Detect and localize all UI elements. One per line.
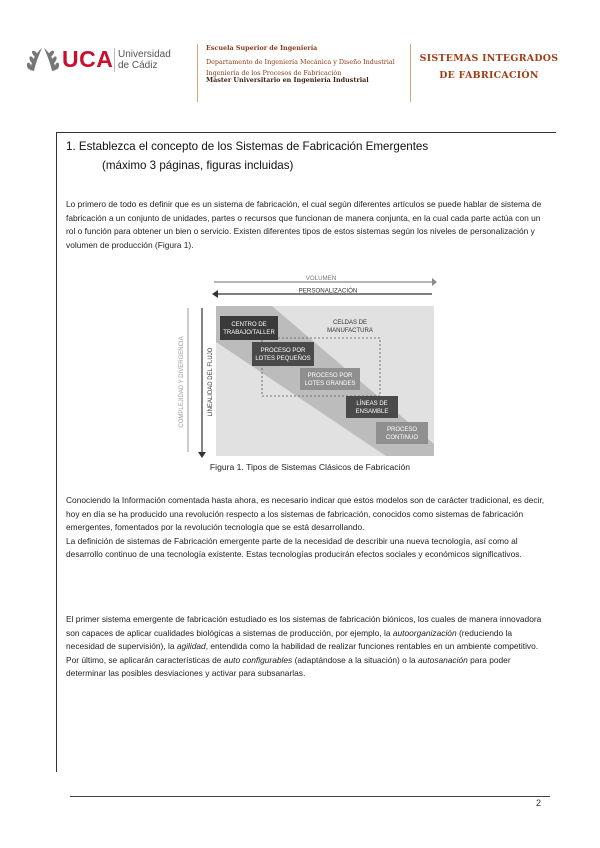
paragraph-text: Lo primero de todo es definir que es un sistema de fabricación, el cual según diferentes artículos se puede hablar de sistema de fabricación a un conjunto de unidades, partes o recursos que funcionan de manera conjunta, en la cual cada parte actúa con un rol o función para obtener un bien o servicio. Existen diferentes tipos de estos sistemas según los niveles de personalización y volumen de producción (Figura 1). <box>66 199 542 250</box>
paragraph-text: La definición de sistemas de Fabricación emergente parte de la necesidad de describir una nueva tecnología, así como al desarrollo continuo de una tecnología existente. Estas tecnologías producirán efectos sociales y económicos significativos. <box>66 535 522 560</box>
volume-label: VOLUMEN <box>305 275 337 282</box>
logo-university-line2: de Cádiz <box>118 60 158 71</box>
emphasis-term: autosanación <box>417 654 468 665</box>
text-run: El primer sistema emergente de fabricación estudiado es los sistemas de fabricación biónicos, los cuales de manera innovadora son capaces de aplicar cualidades biológicas a sistemas de producción, por ejemplo, la <box>66 614 542 638</box>
paragraph-intro <box>66 198 552 252</box>
emphasis-term: autoorganización <box>392 627 457 638</box>
header-subject-line2: DE FABRICACIÓN <box>439 70 539 81</box>
text-run: , entendida como la habilidad de realizar funciones rentables en un ambiente competitivo. Por último, se aplicarán características de <box>66 641 539 665</box>
page-left-rule <box>56 132 57 772</box>
linearity-arrowhead-icon <box>198 452 206 458</box>
figure-diagram <box>179 272 436 458</box>
text-run: para poder determinar las posibles desviaciones y activar para subsanarlas. <box>66 654 511 679</box>
box-work-center-line1: CENTRO DE <box>231 322 267 328</box>
header-graduate: Ingeniería de los Procesos de Fabricación <box>206 69 342 77</box>
logo-university-line1: Universidad <box>118 49 171 60</box>
box-large-lots-line1: PROCESO POR <box>307 373 353 379</box>
linearity-label: LINEALIDAD DEL FLUJO <box>208 347 214 417</box>
box-continuous-line2: CONTINUO <box>386 435 418 441</box>
box-small-lots <box>252 342 314 366</box>
text-run: (reduciendo la necesidad de supervisión), la <box>66 627 513 652</box>
footer-rule <box>70 796 550 797</box>
logo-separator <box>114 48 115 72</box>
personalization-arrowhead-icon <box>212 290 218 298</box>
header-department: Departamento de Ingeniería Mecánica y Diseño Industrial <box>206 58 395 66</box>
question-title: 1. Establezca el concepto de los Sistemas de Fabricación Emergentes <box>66 140 429 153</box>
question-subtitle: (máximo 3 páginas, figuras incluidas) <box>102 159 294 172</box>
box-small-lots-line2: LOTES PEQUEÑOS <box>255 356 311 362</box>
header-subject-line1: SISTEMAS INTEGRADOS <box>419 53 559 64</box>
header-master: Máster Universitario en Ingeniería Industrial <box>206 76 369 84</box>
box-assembly-line1: LÍNEAS DE <box>356 401 388 407</box>
box-continuous-line1: PROCESO <box>386 427 418 433</box>
volume-arrowhead-icon <box>432 278 437 286</box>
box-work-center-line2: TRABAJO/TALLER <box>223 330 275 336</box>
logo-university-name <box>118 49 171 71</box>
complexity-label: COMPLEJIDAD Y DIVERGENCIA <box>179 336 185 428</box>
page-top-rule <box>56 132 556 133</box>
personalization-label: PERSONALIZACIÓN <box>298 287 358 295</box>
figure-caption: Figura 1. Tipos de Sistemas Clásicos de Fabricación <box>209 462 411 472</box>
box-assembly-line2: ENSAMBLE <box>355 409 389 415</box>
paragraph-text <box>66 613 552 681</box>
header-divider <box>197 44 198 102</box>
emphasis-term: auto configurables <box>223 654 293 665</box>
figure-manufacturing-types <box>179 272 436 458</box>
paragraph-bionic <box>66 613 552 681</box>
laurel-emblem-icon <box>26 44 60 74</box>
header-school: Escuela Superior de Ingeniería <box>206 44 318 52</box>
logo-uca-text: UCA <box>62 46 114 72</box>
label-cells-line2: MANUFACTURA <box>327 328 373 334</box>
paragraph-emergent <box>66 494 552 562</box>
box-large-lots-line2: LOTES GRANDES <box>304 381 356 387</box>
label-cells-line1: CELDAS DE <box>332 320 368 326</box>
text-run: (adaptándose a la situación) o la <box>292 654 418 665</box>
header-subject-title <box>414 50 564 84</box>
header-divider <box>410 44 411 102</box>
page-number: 2 <box>536 798 542 808</box>
emphasis-term: agilidad <box>176 641 206 652</box>
box-small-lots-line1: PROCESO POR <box>260 348 306 354</box>
box-work-center <box>220 316 278 340</box>
paragraph-text: Conociendo la Información comentada hasta ahora, es necesario indicar que estos modelos son de carácter tradicional, es decir, hoy en día se ha producido una revolución respecto a los sistemas de fabricación, conocidos como sistemas de fabricación emergentes, fomentados por la revolución tecnología que se está desarrollando. <box>66 495 545 533</box>
